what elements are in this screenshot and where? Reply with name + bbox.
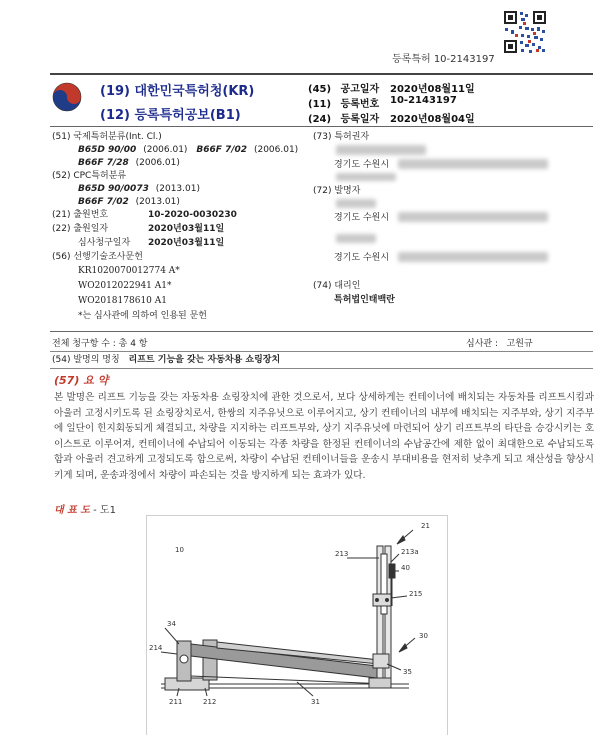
claims-count: 전체 청구항 수 : 총 4 항 — [52, 339, 148, 349]
pub-date-row — [308, 80, 475, 95]
label-30: 30 — [419, 632, 428, 640]
app-date: 2020년03월11일 — [148, 224, 225, 234]
label-10: 10 — [175, 546, 184, 554]
ipc-class-1: B65D 90/00 — [78, 145, 137, 155]
ipc-class-2: B66F 7/02 — [196, 145, 248, 155]
redacted-inventor-address-2 — [398, 252, 548, 262]
exam-date: 2020년03월11일 — [148, 238, 225, 248]
cpc-class-2: B66F 7/02 — [78, 197, 129, 207]
app-number-label: (21) 출원번호 — [52, 210, 109, 220]
reg-number-code: (11) — [308, 99, 332, 110]
label-213: 213 — [335, 550, 349, 558]
redacted-owner-address — [398, 159, 548, 169]
title-bottom-rule — [50, 368, 593, 369]
reg-date-code: (24) — [308, 114, 332, 125]
cpc-line2 — [78, 196, 180, 208]
cpc-date-2: (2013.01) — [135, 197, 180, 207]
label-34: 34 — [167, 620, 176, 628]
representative-figure-frame — [146, 515, 448, 735]
claims-rule — [50, 331, 593, 332]
prior-art-3: WO2018178610 A1 — [78, 296, 167, 306]
ipc-line2 — [78, 157, 180, 169]
exam-date-label: 심사청구일자 — [78, 238, 131, 248]
ipc-line1 — [78, 144, 298, 156]
reg-number-row — [308, 95, 457, 110]
label-214: 214 — [149, 644, 163, 652]
reg-date-label: 등록일자 — [340, 114, 380, 125]
app-date-label: (22) 출원일자 — [52, 224, 109, 234]
redacted-owner-name — [336, 145, 426, 155]
cpc-date-1: (2013.01) — [155, 184, 200, 194]
label-212: 212 — [203, 698, 217, 706]
label-211: 211 — [169, 698, 183, 706]
redacted-inventor-address-1 — [398, 212, 548, 222]
redacted-inventor-1 — [336, 199, 376, 208]
label-35: 35 — [403, 668, 412, 676]
prior-art-1: KR1020070012774 A* — [78, 266, 180, 276]
pub-date-label: 공고일자 — [340, 84, 380, 95]
inventor-title: (72) 발명자 — [313, 186, 361, 196]
cpc-line1 — [78, 183, 200, 195]
top-rule — [50, 73, 593, 75]
office-name: (19) 대한민국특허청(KR) — [100, 84, 255, 99]
prior-art-2: WO2012022941 A1* — [78, 281, 172, 291]
qr-code — [503, 10, 547, 54]
inventor-address-1: 경기도 수원시 — [334, 213, 390, 223]
ipc-date-3: (2006.01) — [135, 158, 180, 168]
label-31: 31 — [311, 698, 320, 706]
label-40: 40 — [401, 564, 410, 572]
redacted-inventor-2 — [336, 234, 376, 243]
abstract-text: 본 발명은 리프트 기능을 갖는 자동차용 쇼링장치에 관한 것으로서, 보다 상세하게는 컨테이너에 배치되는 자동차를 리프트시킴과 아울러 고정시키도록 된 쇼링장치로서, 한쌍의 지주유닛으로 이루어지고, 상기 컨테이너의 내부에 배치되는 지주부와, 상기 지주부에 일단이 힌지회동되게 체결되고, 차량을 지지하는 리프트부와, 상기 지주유닛에 마련되어 상기 리프트부의 타단을 승강시키는 호이스트로 이루어져, 컨테이너에 수납되어 이동되는 각종 차량을 한정된 컨테이너의 수납공간에 제한 없이 최대한으로 수납되도록 함과 아울러 견고하게 고정되도록 함으로써, 차량이 수납된 컨테이너들을 운송시 부대비용을 현저히 낮추게 되고 채산성을 향상시키게 되며, 운송과정에서 차량이 파손되는 것을 방지하게 되는 효과가 있다. — [54, 392, 594, 481]
ipc-date-2: (2006.01) — [253, 145, 299, 155]
ipc-title: (51) 국제특허분류(Int. Cl.) — [52, 132, 162, 142]
rep-fig-ref: - 도1 — [93, 505, 116, 516]
pub-date-code: (45) — [308, 84, 332, 95]
patent-number-top: 등록특허 10-2143197 — [392, 54, 495, 65]
pub-date-value: 2020년08월11일 — [390, 84, 475, 95]
owner-address: 경기도 수원시 — [334, 160, 390, 170]
kipo-emblem-icon — [52, 82, 82, 112]
invention-title-label: (54) 발명의 명칭 — [52, 355, 120, 365]
app-number: 10-2020-0030230 — [148, 210, 237, 220]
inventor-address-2: 경기도 수원시 — [334, 253, 390, 263]
cpc-title: (52) CPC특허분류 — [52, 171, 127, 181]
ipc-class-3: B66F 7/28 — [78, 158, 129, 168]
cpc-class-1: B65D 90/0073 — [78, 184, 149, 194]
rep-fig-row — [54, 501, 116, 516]
agent-title: (74) 대리인 — [313, 281, 361, 291]
title-rule — [50, 351, 593, 352]
label-213a: 213a — [401, 548, 419, 556]
reg-date-value: 2020년08월04일 — [390, 114, 475, 125]
reg-number-value: 10-2143197 — [390, 95, 457, 106]
header-rule — [50, 126, 593, 127]
rep-fig-label: 대 표 도 — [54, 505, 90, 516]
representative-figure — [147, 516, 447, 735]
owner-title: (73) 특허권자 — [313, 132, 370, 142]
abstract-label: (57) 요 약 — [54, 374, 109, 387]
prior-art-note: *는 심사관에 의하여 인용된 문헌 — [78, 311, 207, 321]
invention-title-row — [52, 354, 280, 366]
reg-number-label: 등록번호 — [340, 99, 380, 110]
label-215: 215 — [409, 590, 423, 598]
agent-name: 특허법인태백란 — [334, 295, 395, 305]
redacted-owner-extra — [336, 173, 396, 181]
ipc-date-1: (2006.01) — [143, 145, 188, 155]
label-21: 21 — [421, 522, 430, 530]
prior-art-title: (56) 선행기술조사문헌 — [52, 252, 143, 262]
invention-title: 리프트 기능을 갖는 자동차용 쇼링장치 — [128, 355, 281, 365]
examiner: 심사관 : 고원규 — [466, 339, 533, 349]
reg-date-row — [308, 110, 475, 125]
publication-type: (12) 등록특허공보(B1) — [100, 108, 241, 123]
